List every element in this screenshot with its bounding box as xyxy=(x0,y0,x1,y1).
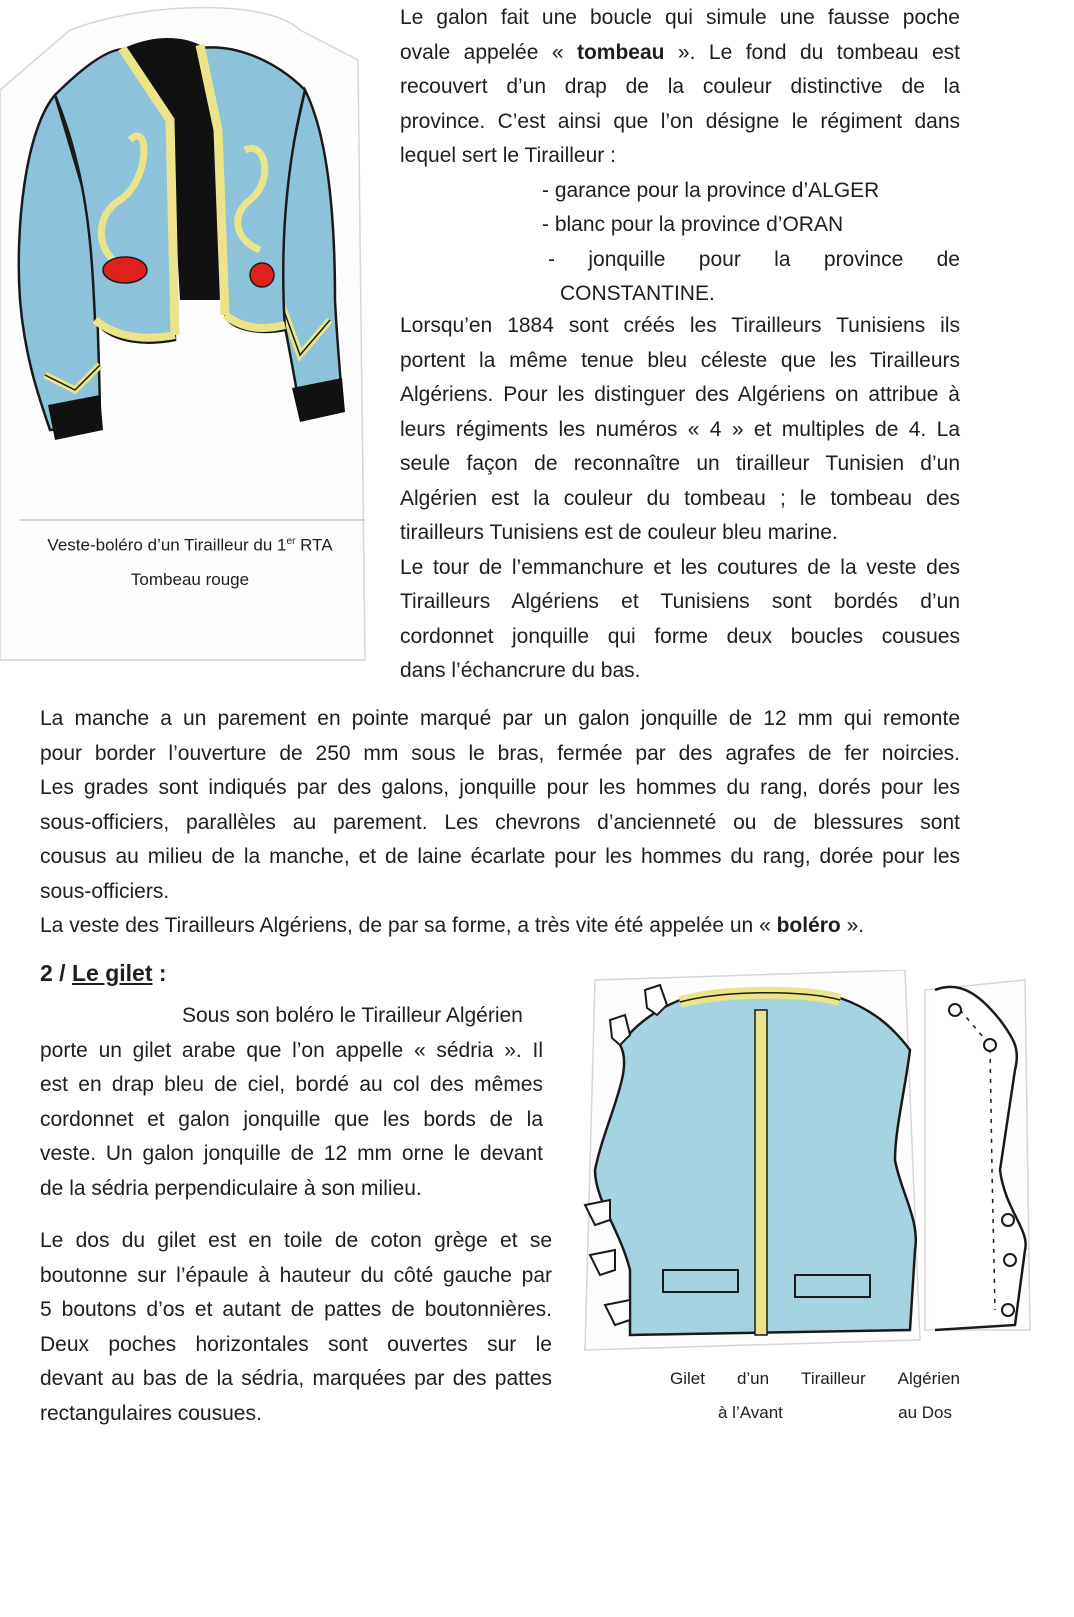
list-item-oran: - blanc pour la province d’ORAN xyxy=(542,213,844,236)
manche-paragraph: La manche a un parement en pointe marqué par un galon jonquille de 12 mm qui remonte pour border l’ouverture de 250 mm sous le bras, fermée par des agrafes de fer noircies. Les grades sont indiqués par des galons, jonquille pour les hommes du rang, dorés pour les sous-officiers, parallèles au parement. Les chevrons d’ancienneté ou de blessures sont cousus au milieu de la manche, et de laine écarlate pour les hommes du rang, dorée pour les sous-officiers. La veste des Tirailleurs Algériens, de par sa forme, a très vite été appelée un « boléro ». xyxy=(40,707,960,937)
gilet-paragraph: Sous son boléro le Tirailleur Algérien porte un gilet arabe que l’on appelle « sédria ». Il est en drap bleu de ciel, bordé au col des mêmes cordonnet et galon jonquille que les bords de la veste. Un galon jonquille de 12 mm orne le devant de la sédria perpendiculaire à son milieu. xyxy=(40,1004,543,1200)
gilet-front-drawing xyxy=(575,970,935,1360)
list-item-alger: - garance pour la province d’ALGER xyxy=(542,178,880,202)
section-heading-gilet: 2 / Le gilet : xyxy=(40,960,167,986)
dos-gilet-paragraph: Le dos du gilet est en toile de coton grège et se boutonne sur l’épaule à hauteur du côté gauche par 5 boutons d’os et autant de pattes de boutonnières. Deux poches horizontales sont ouvertes sur le devant au bas de la sédria, marquées par des pattes rectangulaires cousues. xyxy=(40,1229,552,1425)
gilet-caption: Gilet d’un Tirailleur Algérien à l’Avant au Dos xyxy=(670,1362,960,1430)
jacket-caption-line2: Tombeau rouge xyxy=(130,569,250,589)
jacket-caption-line1: Veste-boléro d’un Tirailleur du 1er RTA xyxy=(47,535,333,555)
gilet-back-drawing xyxy=(920,970,1040,1350)
jacket-caption xyxy=(20,525,360,597)
caption-dos: au Dos xyxy=(898,1403,952,1422)
tombeau-paragraph: Le galon fait une boucle qui simule une fausse poche ovale appelée « tombeau ». Le fond du tombeau est recouvert d’un drap de la couleur distinctive de la province. C’est ainsi que l’on désigne le régiment dans lequel sert le Tirailleur : - garance pour la province d’ALGER - blanc pour la province d’ORAN - jonquille pour la province de CONSTANTINE. xyxy=(400,6,960,305)
caption-avant: à l’Avant xyxy=(718,1403,783,1422)
term-tombeau: tombeau xyxy=(576,40,665,64)
term-bolero: boléro xyxy=(776,914,841,937)
list-item-constantine: - jonquille pour la province de xyxy=(548,247,960,271)
tunisiens-paragraph: Lorsqu’en 1884 sont créés les Tirailleurs Tunisiens ils portent la même tenue bleu céleste que les Tirailleurs Algériens. Pour les distinguer des Algériens on attribue à leurs régiments les numéros « 4 » et multiples de 4. La seule façon de reconnaître un tirailleur Tunisien d’un Algérien est la couleur du tombeau ; le tombeau des tirailleurs Tunisiens est de couleur bleu marine. Le tour de l’emmanchure et les coutures de la veste des Tirailleurs Algériens et Tunisiens sont bordés d’un cordonnet jonquille qui forme deux boucles cousues dans l’échancrure du bas. xyxy=(400,314,960,682)
